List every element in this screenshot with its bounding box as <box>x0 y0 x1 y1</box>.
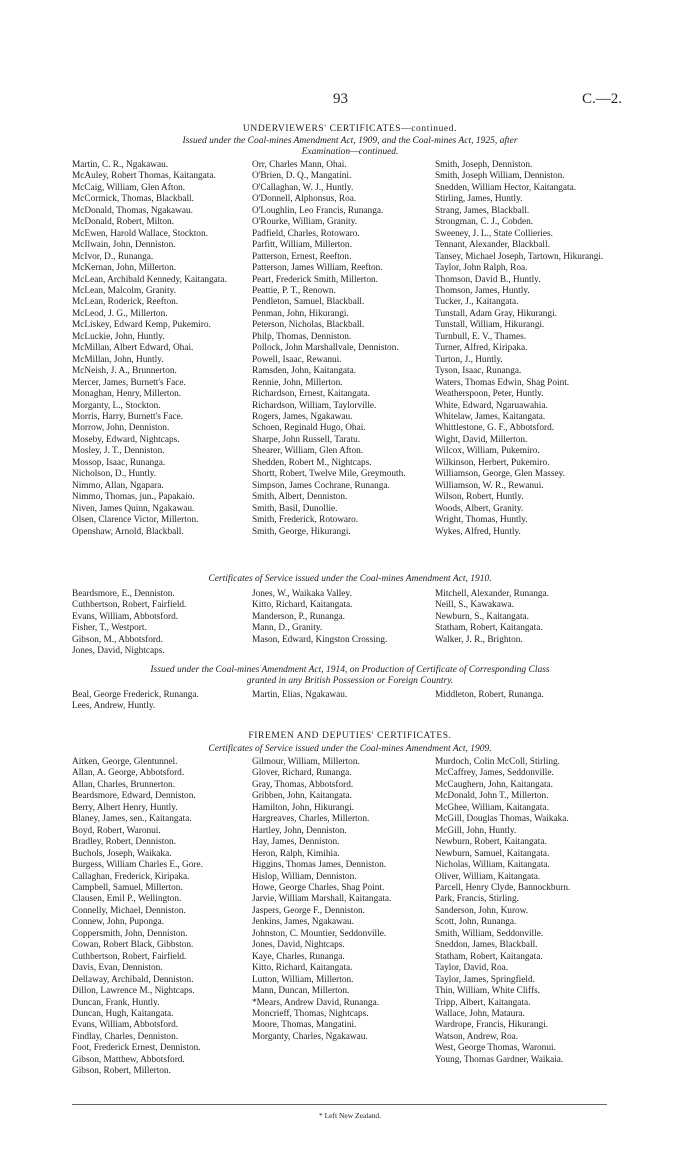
list-item: Campbell, Samuel, Millerton. <box>72 882 183 893</box>
list-item: Wright, Thomas, Huntly. <box>435 515 528 526</box>
list-item: Wilcox, William, Pukemiro. <box>435 446 540 457</box>
list-item: Mercer, James, Burnett's Face. <box>72 377 186 388</box>
list-item: Nimmo, Thomas, jun., Papakaio. <box>72 492 195 503</box>
underviewers-subheading-line2: Examination—continued. <box>301 147 399 157</box>
list-item: Taylor, David, Roa. <box>435 963 509 974</box>
list-item: Buchols, Joseph, Waikaka. <box>72 848 172 859</box>
list-item: McDonald, Robert, Milton. <box>72 217 174 228</box>
list-item: Sweeney, J. L., State Collieries. <box>435 228 553 239</box>
list-item: Richardson, Ernest, Kaitangata. <box>252 389 370 400</box>
list-item: Beal, George Frederick, Runanga. <box>72 690 199 700</box>
list-item: Hamilton, John, Hikurangi. <box>252 802 354 813</box>
list-item: Coppersmith, John, Denniston. <box>72 928 188 939</box>
production-1914-col1 <box>72 690 244 713</box>
list-item: Gibson, Robert, Millerton. <box>72 1066 171 1077</box>
list-item: McGill, John, Huntly. <box>435 825 517 836</box>
production-1914-subheading-line2: granted in any British Possession or Foreign Country. <box>246 676 454 686</box>
list-item: Penman, John, Hikurangi. <box>252 308 349 319</box>
list-item: Gilmour, William, Millerton. <box>252 757 360 767</box>
list-item: McMillan, Albert Edward, Ohai. <box>72 343 194 354</box>
list-item: Evans, William, Abbotsford. <box>72 611 179 622</box>
list-item: Mason, Edward, Kingston Crossing. <box>252 634 388 645</box>
list-item: Fisher, T., Westport. <box>72 623 147 634</box>
list-item: Glover, Richard, Runanga. <box>252 768 352 779</box>
list-item: Connelly, Michael, Denniston. <box>72 905 186 916</box>
list-item: Martin, Elias, Ngakawau. <box>252 690 348 700</box>
list-item: Morganty, Charles, Ngakawau. <box>252 1031 368 1042</box>
list-item: Olsen, Clarence Victor, Millerton. <box>72 515 199 526</box>
list-item: Tennant, Alexander, Blackball. <box>435 240 550 251</box>
list-item: Simpson, James Cochrane, Runanga. <box>252 480 390 491</box>
list-item: Newburn, Samuel, Kaitangata. <box>435 848 550 859</box>
list-item: Wilkinson, Herbert, Pukemiro. <box>435 457 550 468</box>
list-item: Lutton, William, Millerton. <box>252 974 354 985</box>
underviewers-col3 <box>435 160 607 538</box>
list-item: Wardrope, Francis, Hikurangi. <box>435 1020 549 1031</box>
list-item: Morris, Harry, Burnett's Face. <box>72 411 184 422</box>
list-item: Hislop, William, Denniston. <box>252 871 357 882</box>
list-item: White, Edward, Ngaruawahia. <box>435 400 548 411</box>
list-item: West, George Thomas, Waronui. <box>435 1043 556 1054</box>
list-item: Padfield, Charles, Rotowaro. <box>252 228 360 239</box>
list-item: Tunstall, Adam Gray, Hikurangi. <box>435 308 557 319</box>
production-1914-subheading-line1: Issued under the Coal-mines Amendment Act, 1914, on Production of Certificate of Corresponding Class <box>150 665 550 675</box>
list-item: Pollock, John Marshallvale, Denniston. <box>252 343 399 354</box>
list-item: Dillon, Lawrence M., Nightcaps. <box>72 986 195 997</box>
list-item: Clausen, Emil P., Wellington. <box>72 894 182 905</box>
list-item: Thomson, James, Huntly. <box>435 285 530 296</box>
list-item: McMillan, John, Huntly. <box>72 354 164 365</box>
list-item: Gribben, John, Kaitangata. <box>252 791 352 802</box>
list-item: Shedden, Robert M., Nightcaps. <box>252 457 372 468</box>
list-item: Smith, George, Hikurangi. <box>252 526 351 537</box>
list-item: Smith, William, Seddonville. <box>435 928 544 939</box>
firemen-col1 <box>72 757 244 1078</box>
list-item: Smith, Frederick, Rotowaro. <box>252 515 359 526</box>
list-item: Newburn, S., Kaitangata. <box>435 611 529 622</box>
list-item: Park, Francis, Stirling. <box>435 894 519 905</box>
list-item: Turton, J., Huntly. <box>435 354 503 365</box>
list-item: Williamson, W. R., Rewanui. <box>435 480 544 491</box>
list-item: Beardsmore, Edward, Denniston. <box>72 791 196 802</box>
list-item: Nicholas, William, Kaitangata. <box>435 860 550 871</box>
list-item: Jones, David, Nightcaps. <box>72 646 165 657</box>
list-item: Sneddon, James, Blackball. <box>435 940 538 951</box>
list-item: Burgess, William Charles E., Gore. <box>72 860 203 871</box>
list-item: Scott, John, Runanga. <box>435 917 517 928</box>
list-item: Jaspers, George F., Denniston. <box>252 905 365 916</box>
list-item: Smith, Joseph, Denniston. <box>435 160 533 170</box>
list-item: Hay, James, Denniston. <box>252 837 340 848</box>
list-item: Tucker, J., Kaitangata. <box>435 297 519 308</box>
list-item: McDonald, John T., Millerton. <box>435 791 549 802</box>
list-item: McCormick, Thomas, Blackball. <box>72 194 194 205</box>
list-item: Manderson, P., Runanga. <box>252 611 345 622</box>
list-item: Williamson, George, Glen Massey. <box>435 469 566 480</box>
list-item: Howe, George Charles, Shag Point. <box>252 882 385 893</box>
list-item: Johnston, C. Mountier, Seddonville. <box>252 928 387 939</box>
list-item: Nimmo, Allan, Ngapara. <box>72 480 164 491</box>
list-item: Ramsden, John, Kaitangata. <box>252 366 357 377</box>
list-item: Shortt, Robert, Twelve Mile, Greymouth. <box>252 469 406 480</box>
list-item: Morrow, John, Denniston. <box>72 423 170 434</box>
list-item: Jones, David, Nightcaps. <box>252 940 345 951</box>
list-item: Smith, Joseph William, Denniston. <box>435 171 565 182</box>
list-item: Monaghan, Henry, Millerton. <box>72 389 182 400</box>
list-item: Lees, Andrew, Huntly. <box>72 701 156 712</box>
list-item: Allan, Charles, Brunnerton. <box>72 779 176 790</box>
list-item: Newburn, Robert, Kaitangata. <box>435 837 547 848</box>
service-1910-col2 <box>252 589 424 646</box>
list-item: Higgins, Thomas James, Denniston. <box>252 860 387 871</box>
list-item: Morganty, L., Stockton. <box>72 400 161 411</box>
service-1910-col3 <box>435 589 607 646</box>
list-item: Nicholson, D., Huntly. <box>72 469 157 480</box>
list-item: Waters, Thomas Edwin, Shag Point. <box>435 377 570 388</box>
service-1910-col1 <box>72 589 244 658</box>
list-item: Hargreaves, Charles, Millerton. <box>252 814 370 825</box>
list-item: Woods, Albert, Granity. <box>435 503 524 514</box>
list-item: Turner, Alfred, Kiripaka. <box>435 343 528 354</box>
list-item: McLean, Roderick, Reefton. <box>72 297 179 308</box>
list-item: Parcell, Henry Clyde, Bannockburn. <box>435 882 571 893</box>
list-item: Patterson, James William, Reefton. <box>252 263 383 274</box>
list-item: Taylor, John Ralph, Roa. <box>435 263 528 274</box>
firemen-col2 <box>252 757 424 1043</box>
list-item: McGill, Douglas Thomas, Waikaka. <box>435 814 569 825</box>
list-item: Moseby, Edward, Nightcaps. <box>72 434 180 445</box>
list-item: Walker, J. R., Brighton. <box>435 634 523 645</box>
list-item: Tyson, Isaac, Runanga. <box>435 366 522 377</box>
production-1914-col2 <box>252 690 424 701</box>
list-item: Whittlestone, G. F., Abbotsford. <box>435 423 555 434</box>
list-item: Cowan, Robert Black, Gibbston. <box>72 940 194 951</box>
list-item: Philp, Thomas, Denniston. <box>252 331 352 342</box>
list-item: Dellaway, Archibald, Denniston. <box>72 974 194 985</box>
list-item: Rogers, James, Ngakawau. <box>252 411 353 422</box>
list-item: Boyd, Robert, Waronui. <box>72 825 161 836</box>
list-item: Cuthbertson, Robert, Fairfield. <box>72 951 187 962</box>
list-item: Tripp, Albert, Kaitangata. <box>435 997 531 1008</box>
list-item: Mann, Duncan, Millerton. <box>252 986 350 997</box>
underviewers-heading: UNDERVIEWERS' CERTIFICATES—continued. <box>242 124 458 134</box>
list-item: Neill, S., Kawakawa. <box>435 600 515 611</box>
list-item: Davis, Evan, Denniston. <box>72 963 163 974</box>
list-item: Sanderson, John, Kurow. <box>435 905 529 916</box>
list-item: O'Brien, D. Q., Mangatini. <box>252 171 352 182</box>
list-item: Berry, Albert Henry, Huntly. <box>72 802 178 813</box>
list-item: Duncan, Hugh, Kaitangata. <box>72 1008 174 1019</box>
list-item: Mossop, Isaac, Runanga. <box>72 457 166 468</box>
list-item: McLiskey, Edward Kemp, Pukemiro. <box>72 320 211 331</box>
list-item: O'Rourke, William, Granity. <box>252 217 358 228</box>
list-item: Thin, William, White Cliffs. <box>435 986 540 997</box>
list-item: Bradley, Robert, Denniston. <box>72 837 176 848</box>
list-item: Kaye, Charles, Runanga. <box>252 951 345 962</box>
list-item: Taylor, James, Springfield. <box>435 974 535 985</box>
list-item: Oliver, William, Kaitangata. <box>435 871 541 882</box>
list-item: Peart, Frederick Smith, Millerton. <box>252 274 379 285</box>
list-item: McCaughern, John, Kaitangata. <box>435 779 553 790</box>
list-item: McLean, Malcolm, Granity. <box>72 285 176 296</box>
list-item: Schoen, Reginald Hugo, Ohai. <box>252 423 366 434</box>
list-item: Pendleton, Samuel, Blackball. <box>252 297 365 308</box>
footnote-rule <box>72 1104 607 1105</box>
firemen-heading: FIREMEN AND DEPUTIES' CERTIFICATES. <box>248 731 452 741</box>
list-item: Mosley, J. T., Denniston. <box>72 446 165 457</box>
list-item: Beardsmore, E., Denniston. <box>72 589 175 599</box>
list-item: Parfitt, William, Millerton. <box>252 240 352 251</box>
list-item: Blaney, James, sen., Kaitangata. <box>72 814 192 825</box>
list-item: McDonald, Thomas, Ngakawau. <box>72 205 193 216</box>
list-item: McNeish, J. A., Brunnerton. <box>72 366 177 377</box>
list-item: Wight, David, Millerton. <box>435 434 528 445</box>
list-item: Peterson, Nicholas, Blackball. <box>252 320 365 331</box>
list-item: Stirling, James, Huntly. <box>435 194 523 205</box>
underviewers-subheading <box>60 136 640 158</box>
list-item: Foot, Frederick Ernest, Denniston. <box>72 1043 201 1054</box>
footnote: * Left New Zealand. <box>318 1111 382 1120</box>
list-item: Jones, W., Waikaka Valley. <box>252 589 352 599</box>
list-item: McCaig, William, Glen Afton. <box>72 182 186 193</box>
list-item: McEwen, Harold Wallace, Stockton. <box>72 228 208 239</box>
list-item: Richardson, William, Taylorville. <box>252 400 377 411</box>
list-item: Mann, D., Granity. <box>252 623 323 634</box>
list-item: McIvor, D., Runanga. <box>72 251 154 262</box>
list-item: Tunstall, William, Hikurangi. <box>435 320 545 331</box>
list-item: Strongman, C. J., Cobden. <box>435 217 534 228</box>
list-item: McLean, Archibald Kennedy, Kaitangata. <box>72 274 227 285</box>
list-item: Moncrieff, Thomas, Nightcaps. <box>252 1008 369 1019</box>
list-item: Patterson, Ernest, Reefton. <box>252 251 352 262</box>
production-1914-col3 <box>435 690 607 701</box>
firemen-subheading: Certificates of Service issued under the Coal-mines Amendment Act, 1909. <box>208 744 492 754</box>
list-item: McLuckie, John, Huntly. <box>72 331 165 342</box>
list-item: O'Donnell, Alphonsus, Roa. <box>252 194 357 205</box>
list-item: Smith, Basil, Dunollie. <box>252 503 338 514</box>
list-item: Duncan, Frank, Huntly. <box>72 997 160 1008</box>
list-item: Findlay, Charles, Denniston. <box>72 1031 179 1042</box>
list-item: Smith, Albert, Denniston. <box>252 492 348 503</box>
list-item: Mitchell, Alexander, Runanga. <box>435 589 550 599</box>
list-item: Hartley, John, Denniston. <box>252 825 347 836</box>
list-item: Evans, William, Abbotsford. <box>72 1020 179 1031</box>
list-item: Whitelaw, James, Kaitangata. <box>435 411 546 422</box>
list-item: O'Loughlin, Leo Francis, Runanga. <box>252 205 384 216</box>
list-item: McKernan, John, Millerton. <box>72 263 177 274</box>
firemen-col3 <box>435 757 607 1066</box>
list-item: Heron, Ralph, Kimihia. <box>252 848 340 859</box>
underviewers-col2 <box>252 160 424 538</box>
list-item: Aitken, George, Glentunnel. <box>72 757 178 767</box>
list-item: McIlwain, John, Denniston. <box>72 240 176 251</box>
list-item: Sharpe, John Russell, Taratu. <box>252 434 361 445</box>
list-item: Niven, James Quinn, Ngakawau. <box>72 503 195 514</box>
list-item: Orr, Charles Mann, Ohai. <box>252 160 347 170</box>
list-item: Tansey, Michael Joseph, Tartown, Hikurangi. <box>435 251 604 262</box>
list-item: Statham, Robert, Kaitangata. <box>435 623 543 634</box>
list-item: Rennie, John, Millerton. <box>252 377 343 388</box>
list-item: Wykes, Alfred, Huntly. <box>435 526 521 537</box>
list-item: Turnbull, E. V., Thames. <box>435 331 527 342</box>
list-item: Callaghan, Frederick, Kiripaka. <box>72 871 190 882</box>
list-item: Statham, Robert, Kaitangata. <box>435 951 543 962</box>
list-item: Openshaw, Arnold, Blackball. <box>72 526 184 537</box>
list-item: Murdoch, Colin McColl, Stirling. <box>435 757 560 767</box>
production-1914-subheading <box>60 665 640 687</box>
underviewers-col1 <box>72 160 244 538</box>
list-item: Cuthbertson, Robert, Fairfield. <box>72 600 187 611</box>
list-item: Jenkins, James, Ngakawau. <box>252 917 354 928</box>
page-number: 93 <box>333 91 348 107</box>
list-item: Allan, A. George, Abbotsford. <box>72 768 185 779</box>
list-item: Middleton, Robert, Runanga. <box>435 690 544 700</box>
list-item: Gibson, Matthew, Abbotsford. <box>72 1054 185 1065</box>
list-item: Kitto, Richard, Kaitangata. <box>252 963 353 974</box>
list-item: Peattie, P. T., Renown. <box>252 285 336 296</box>
list-item: O'Callaghan, W. J., Huntly. <box>252 182 354 193</box>
list-item: Snedden, William Hector, Kaitangata. <box>435 182 577 193</box>
list-item: Thomson, David B., Huntly. <box>435 274 541 285</box>
list-item: Strang, James, Blackball. <box>435 205 530 216</box>
list-item: Kitto, Richard, Kaitangata. <box>252 600 353 611</box>
list-item: Young, Thomas Gardner, Waikaia. <box>435 1054 564 1065</box>
list-item: Wallace, John, Mataura. <box>435 1008 525 1019</box>
list-item: Powell, Isaac, Rewanui. <box>252 354 342 365</box>
list-item: Watson, Andrew, Roa. <box>435 1031 519 1042</box>
list-item: McGhee, William, Kaitangata. <box>435 802 549 813</box>
list-item: Jarvie, William Marshall, Kaitangata. <box>252 894 392 905</box>
list-item: *Mears, Andrew David, Runanga. <box>252 997 380 1008</box>
list-item: Gray, Thomas, Abbotsford. <box>252 779 354 790</box>
list-item: Moore, Thomas, Mangatini. <box>252 1020 357 1031</box>
page-code: C.—2. <box>581 91 622 107</box>
list-item: Martin, C. R., Ngakawau. <box>72 160 169 170</box>
underviewers-subheading-line1: Issued under the Coal-mines Amendment Act, 1909, and the Coal-mines Act, 1925, after <box>182 136 518 146</box>
service-1910-subheading: Certificates of Service issued under the Coal-mines Amendment Act, 1910. <box>208 574 492 584</box>
list-item: McCaffrey, James, Seddonville. <box>435 768 554 779</box>
list-item: Shearer, William, Glen Afton. <box>252 446 364 457</box>
list-item: McAuley, Robert Thomas, Kaitangata. <box>72 171 216 182</box>
list-item: Connew, John, Puponga. <box>72 917 165 928</box>
list-item: Weatherspoon, Peter, Huntly. <box>435 389 544 400</box>
list-item: Gibson, M., Abbotsford. <box>72 634 163 645</box>
list-item: McLeod, J. G., Millerton. <box>72 308 168 319</box>
list-item: Wilson, Robert, Huntly. <box>435 492 524 503</box>
